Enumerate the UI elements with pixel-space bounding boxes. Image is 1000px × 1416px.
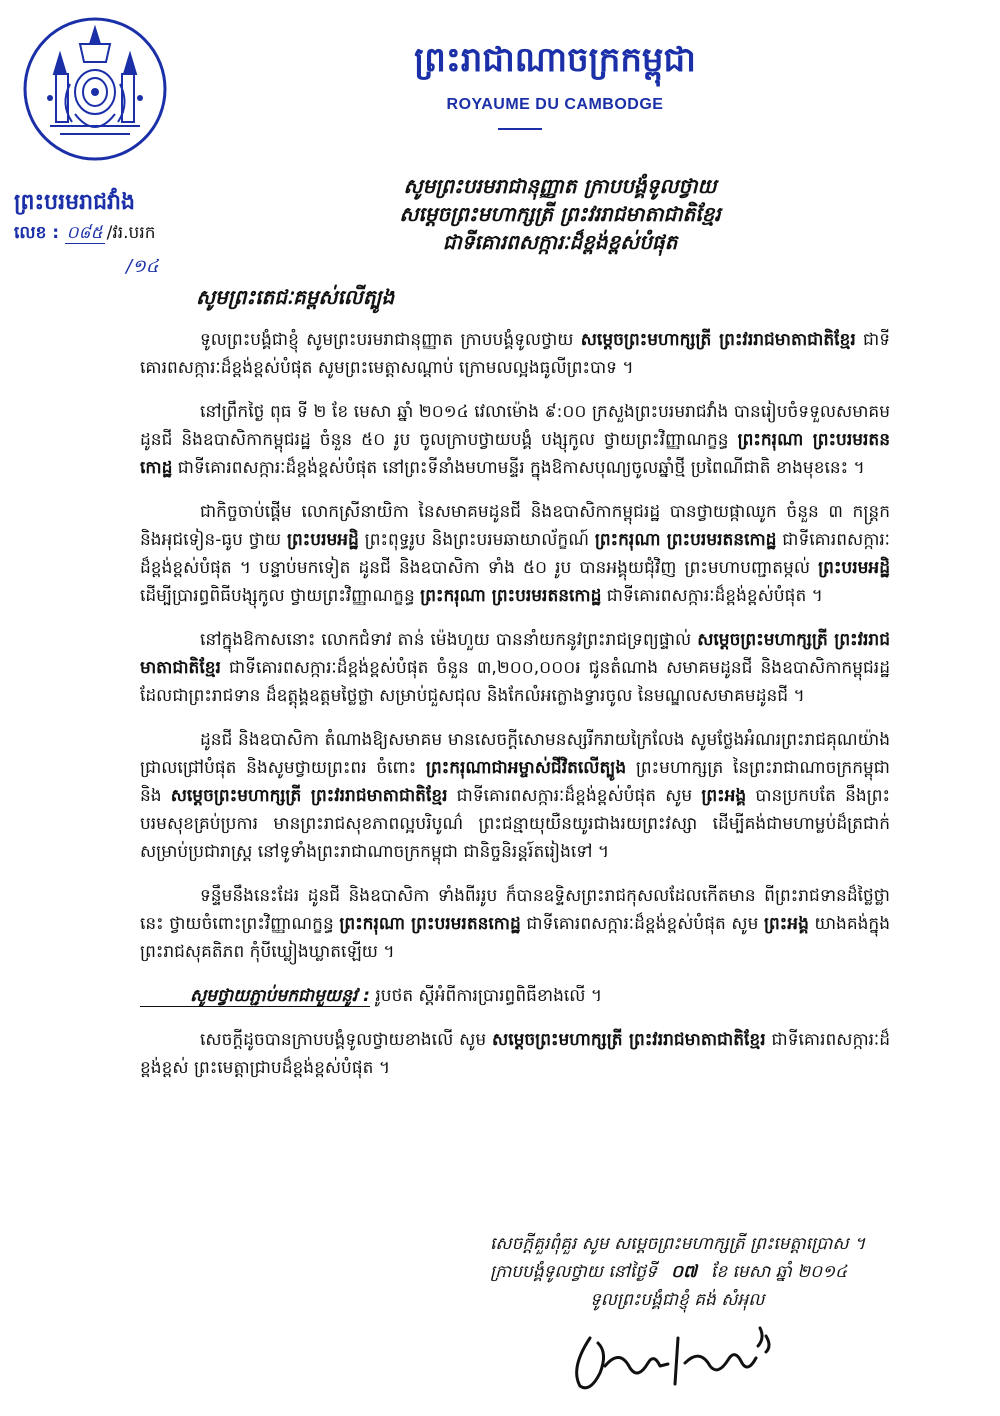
handwritten-signature — [560, 1318, 790, 1398]
kingdom-name-khmer: ព្រះរាជាណាចក្រកម្ពុជា — [414, 40, 696, 80]
ref-number: ០៨៥ — [66, 223, 103, 243]
ref-label: លេខ : — [14, 223, 60, 243]
divider — [498, 128, 542, 130]
attachment-line — [140, 982, 890, 1010]
reference-number — [14, 222, 214, 247]
address-header — [290, 172, 830, 256]
salutation: សូមព្រះតេជៈគម្ពស់លើត្បូង — [196, 285, 395, 309]
date-line: ក្រាបបង្គំទូលថ្វាយ នៅថ្ងៃទី ០៧ ខែ មេសា ឆ្នាំ ២០១៤ — [490, 1262, 848, 1282]
paragraph: ទន្ទឹមនឹងនេះដែរ ដូនជី និងឧបាសិកា ទាំងពីររូប ក៏បានឧទ្ទិសព្រះរាជកុសលដែលកើតមាន ពីព្រះរាជទានដ៏ថ្លៃថ្លានេះ ថ្វាយចំពោះព្រះវិញ្ញាណក្ខន្ធ ព្រះករុណា ព្រះបរមរតនកោដ្ឋ ជាទីគោរពសក្ការៈដ៏ខ្ពង់ខ្ពស់បំផុត សូម ព្រះអង្គ យាងគង់ក្នុងព្រះរាជសុគតិភព កុំបីឃ្លៀងឃ្លាតឡើយ ។ — [140, 886, 890, 962]
paragraph: នៅក្នុងឱកាសនោះ លោកជំទាវ តាន់ ម៉េងហួយ បាននាំយកនូវព្រះរាជទ្រព្យផ្ទាល់ សម្ដេចព្រះមហាក្សត្រី ព្រះវររាជមាតាជាតិខ្មែរ ជាទីគោរពសក្ការៈដ៏ខ្ពង់ខ្ពស់បំផុត ចំនួន ៣,២០០,០០០៛ ជូនតំណាង សមាគមដូនជី និងឧបាសិកាកម្ពុជរដ្ឋ ដែលជាព្រះរាជទាន ដ៏ឧត្ដុង្គឧត្ដមថ្លៃថ្លា សម្រាប់ជួសជុល និងកែលំអក្លោងទ្វារចូល នៃមណ្ឌលសមាគមដូនជី ។ — [140, 630, 890, 706]
paragraph: ដូនជី និងឧបាសិកា តំណាងឱ្យសមាគម មានសេចក្ដីសោមនស្សរីករាយក្រៃលែង សូមថ្លែងអំណរព្រះរាជគុណយ៉ាងជ្រាលជ្រៅបំផុត និងសូមថ្វាយព្រះពរ ចំពោះ ព្រះករុណាជាអម្ចាស់ជីវិតលើត្បូង ព្រះមហាក្សត្រ នៃព្រះរាជាណាចក្រកម្ពុជា និង សម្ដេចព្រះមហាក្សត្រី ព្រះវររាជមាតាជាតិខ្មែរ ជាទីគោរពសក្ការៈដ៏ខ្ពង់ខ្ពស់បំផុត សូម ព្រះអង្គ បានប្រកបតែ នឹងព្រះបរមសុខគ្រប់ប្រការ មានព្រះរាជសុខភាពល្អបរិបូណ៌ ព្រះជន្មាយុយឺនយូរជាងរយព្រះវស្សា ដើម្បីគង់ជាមហាម្លប់ដ៏ត្រជាក់ សម្រាប់ប្រជារាស្ត្រ នៅទូទាំងព្រះរាជាណាចក្រកម្ពុជា ជានិច្ចនិរន្តរ៍តរៀងទៅ ។ — [140, 730, 890, 862]
closing-block — [490, 1230, 970, 1314]
paragraph: ជាកិច្ចចាប់ផ្ដើម លោកស្រីនាយិកា នៃសមាគមដូនជី និងឧបាសិកាកម្ពុជរដ្ឋ បានថ្វាយផ្កាឈូក ចំនួន ៣ កន្ត្រក និងអុជទៀន-ធូប ថ្វាយ ព្រះបរមអដ្ឋិ ព្រះពុទ្ធរូប និងព្រះបរមឆាយាល័ក្ខណ៍ ព្រះករុណា ព្រះបរមរតនកោដ្ឋ ជាទីគោរពសក្ការៈដ៏ខ្ពង់ខ្ពស់បំផុត ។ បន្ទាប់មកទៀត ដូនជី និងឧបាសិកា ទាំង ៥០ រូប បានអង្គុយជុំវិញ ព្រះមហាបញ្ជាតម្កល់ ព្រះបរមអដ្ឋិ ដើម្បីប្រារព្ធពិធីបង្សុកូល ថ្វាយព្រះវិញ្ញាណក្ខន្ធ ព្រះករុណា ព្រះបរមរតនកោដ្ឋ ជាទីគោរពសក្ការៈដ៏ខ្ពង់ខ្ពស់បំផុត ។ — [140, 502, 890, 606]
attachment-text: រូបថត ស្ដីអំពីការប្រារព្ធពិធីខាងលើ ។ — [369, 986, 603, 1006]
royal-seal-icon — [20, 14, 170, 164]
kingdom-name-french: ROYAUME DU CAMBODGE — [446, 96, 664, 113]
paragraph: នៅព្រឹកថ្ងៃ ពុធ ទី ២ ខែ មេសា ឆ្នាំ ២០១៤ វេលាម៉ោង ៩:០០ ក្រសួងព្រះបរមរាជវាំង បានរៀបចំទទួលសមាគមដូនជី និងឧបាសិកាកម្ពុជរដ្ឋ ចំនួន ៥០ រូប ចូលក្រាបថ្វាយបង្គំ បង្សុកូល ថ្វាយព្រះវិញ្ញាណក្ខន្ធ ព្រះករុណា ព្រះបរមរតនកោដ្ឋ ជាទីគោរពសក្ការៈដ៏ខ្ពង់ខ្ពស់បំផុត នៅព្រះទីនាំងមហាមន្ទីរ ក្នុងឱកាសបុណ្យចូលឆ្នាំថ្មី ប្រពៃណីជាតិ ខាងមុខនេះ ។ — [140, 402, 890, 478]
signer-name: ទូលព្រះបង្គំជាខ្ញុំ គង់ សំអុល — [590, 1290, 765, 1310]
paragraph: ទូលព្រះបង្គំជាខ្ញុំ សូមព្រះបរមរាជានុញ្ញាត ក្រាបបង្គំទូលថ្វាយ សម្ដេចព្រះមហាក្សត្រី ព្រះវររាជមាតាជាតិខ្មែរ ជាទីគោរពសក្ការៈដ៏ខ្ពង់ខ្ពស់បំផុត សូមព្រះមេត្តាសណ្ដាប់ ក្រោមលល្អងធូលីព្រះបាទ ។ — [140, 330, 891, 378]
attachment-label: សូមថ្វាយភ្ជាប់មកជាមួយនូវ : — [140, 986, 370, 1007]
closing-line: សេចក្ដីគួរពុំគួរ សូម សម្ដេចព្រះមហាក្សត្រី ព្រះមេត្តាប្រោស ។ — [490, 1234, 866, 1254]
header-line: ជាទីគោរពសក្ការៈដ៏ខ្ពង់ខ្ពស់បំផុត — [442, 230, 678, 254]
paragraph: សេចក្ដីដូចបានក្រាបបង្គំទូលថ្វាយខាងលើ សូម សម្ដេចព្រះមហាក្សត្រី ព្រះវររាជមាតាជាតិខ្មែរ ជាទីគោរពសក្ការៈដ៏ខ្ពង់ខ្ពស់ ព្រះមេត្តាជ្រាបដ៏ខ្ពង់ខ្ពស់បំផុត ។ — [140, 1030, 891, 1078]
header-line: សូមព្រះបរមរាជានុញ្ញាត ក្រាបបង្គំទូលថ្វាយ — [403, 174, 717, 198]
ref-year: /១៤ — [126, 256, 159, 277]
ref-suffix: /វរ.បរក — [106, 223, 156, 243]
header-line: សម្ដេចព្រះមហាក្សត្រី ព្រះវររាជមាតាជាតិខ្មែរ — [399, 202, 721, 226]
date-day: ០៧ — [670, 1262, 697, 1282]
letter-body — [140, 326, 890, 1098]
office-title: ព្រះបរមរាជវាំង — [14, 190, 135, 215]
